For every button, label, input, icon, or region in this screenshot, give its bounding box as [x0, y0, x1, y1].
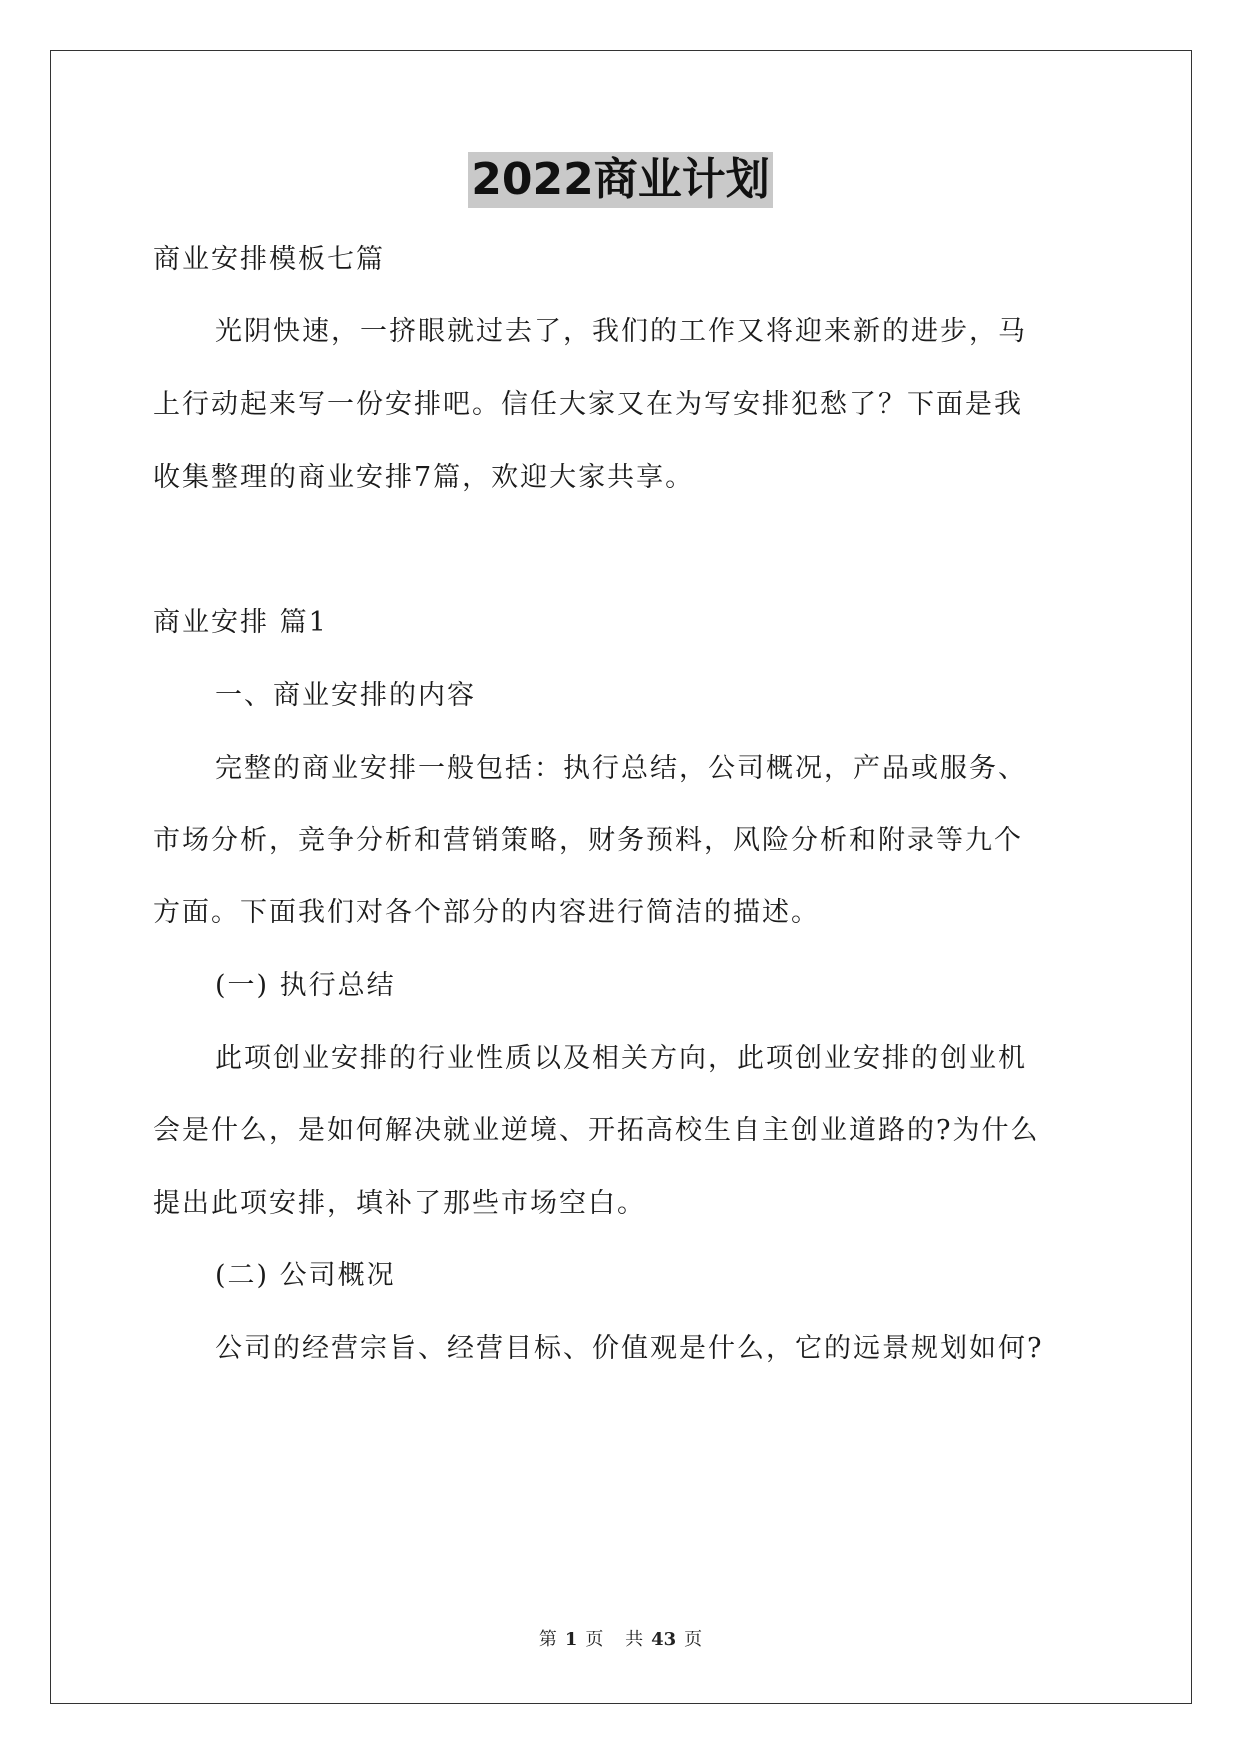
paragraph-line: 会是什么，是如何解决就业逆境、开拓高校生自主创业道路的?为什么: [153, 1115, 1040, 1146]
footer-page-suffix: 页: [585, 1629, 604, 1650]
footer-prefix: 第: [538, 1629, 557, 1650]
paragraph-line: 提出此项安排，填补了那些市场空白。: [153, 1188, 646, 1219]
paragraph-line: 方面。下面我们对各个部分的内容进行简洁的描述。: [153, 897, 820, 928]
footer-total-suffix: 页: [684, 1629, 703, 1650]
current-page: 1: [564, 1629, 578, 1650]
paragraph-line: 上行动起来写一份安排吧。信任大家又在为写安排犯愁了？下面是我: [153, 389, 1023, 420]
page-footer: [0, 1628, 1241, 1652]
paragraph-line: 收集整理的商业安排7篇，欢迎大家共享。: [153, 462, 695, 493]
subtitle-line: 商业安排模板七篇: [153, 244, 385, 275]
subsection-heading: 一、商业安排的内容: [215, 680, 476, 711]
subsection-heading: (一) 执行总结: [215, 970, 396, 1001]
section-heading: 商业安排 篇1: [153, 607, 328, 638]
paragraph-line: 完整的商业安排一般包括：执行总结，公司概况，产品或服务、: [215, 753, 1027, 784]
subsection-heading: (二) 公司概况: [215, 1260, 396, 1291]
page-total: [621, 1629, 706, 1650]
footer-total-prefix: 共: [625, 1629, 644, 1650]
total-pages: 43: [651, 1629, 677, 1650]
paragraph-line: 光阴快速，一挤眼就过去了，我们的工作又将迎来新的进步，马: [215, 316, 1027, 347]
title-wrap: [0, 152, 1241, 208]
paragraph-line: 公司的经营宗旨、经营目标、价值观是什么，它的远景规划如何?: [215, 1333, 1044, 1364]
page-number: [535, 1629, 608, 1650]
document-title: 2022商业计划: [468, 152, 772, 208]
paragraph-line: 市场分析，竞争分析和营销策略，财务预料，风险分析和附录等九个: [153, 825, 1023, 856]
paragraph-line: 此项创业安排的行业性质以及相关方向，此项创业安排的创业机: [215, 1043, 1027, 1074]
page-border: [50, 50, 1192, 1704]
